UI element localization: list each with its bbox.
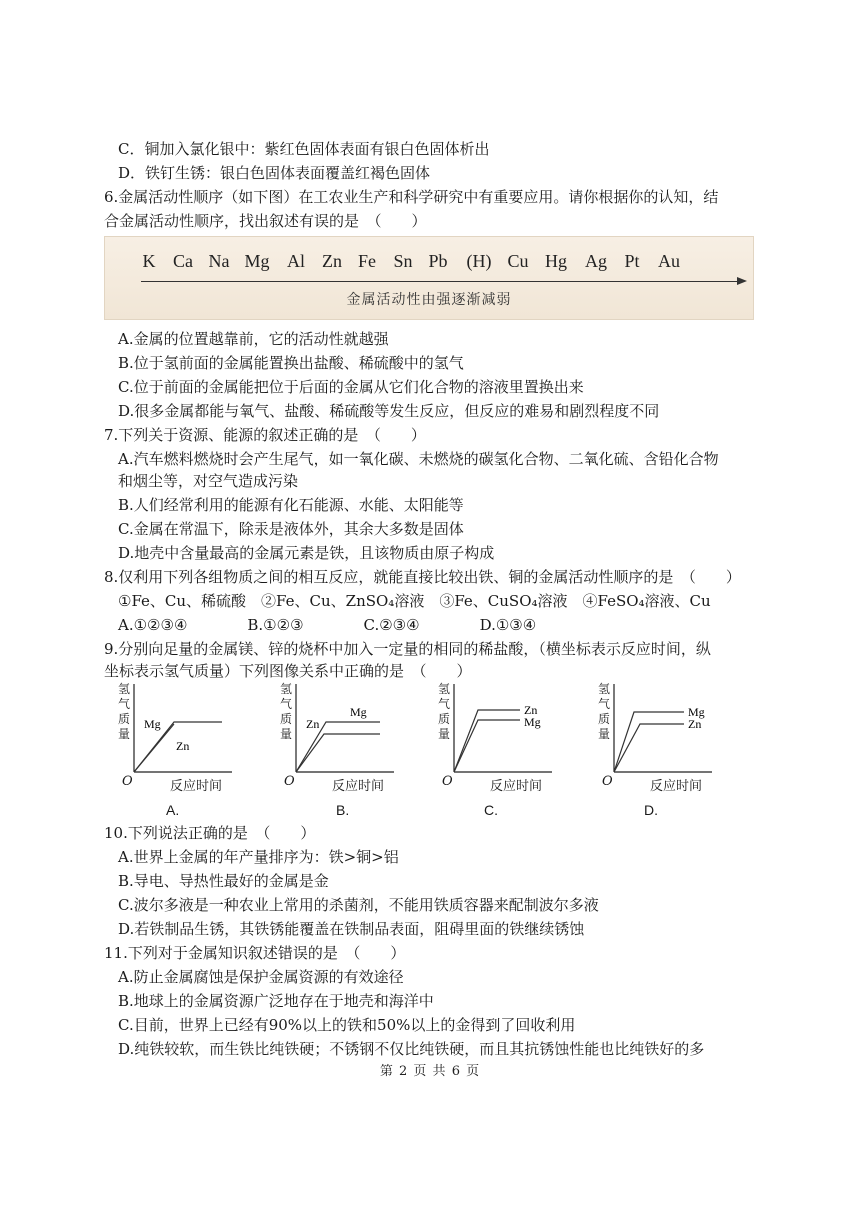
graph-b-option: B. (336, 802, 350, 818)
graph-a-mg-label: Mg (144, 717, 161, 731)
q6-option-d: D.很多金属都能与氧气、盐酸、稀硫酸等发生反应，但反应的难易和剧烈程度不同 (118, 402, 660, 420)
q8-stem: 8.仅利用下列各组物质之间的相互反应，就能直接比较出铁、铜的金属活动性顺序的是 （ ） (104, 568, 741, 586)
q11-option-d: D.纯铁较软，而生铁比纯铁硬；不锈钢不仅比纯铁硬，而且其抗锈蚀性能也比纯铁好的多 (118, 1040, 705, 1058)
q7-stem: 7.下列关于资源、能源的叙述正确的是 （ ） (104, 426, 426, 444)
q9-graphs (110, 676, 760, 826)
metal-na: Na (208, 251, 230, 271)
graph-a (110, 676, 255, 826)
metal-pt: Pt (624, 251, 640, 271)
metal-ag: Ag (585, 251, 607, 271)
q5-option-c: C．铜加入氯化银中：紫红色固体表面有银白色固体析出 (118, 140, 490, 158)
metal-au: Au (658, 251, 680, 271)
metal-activity-series (105, 251, 753, 275)
graph-a-zn-label: Zn (176, 739, 190, 753)
metal-al: Al (287, 251, 305, 271)
graph-b-ylabel: 氢气质量 (280, 682, 293, 741)
q9-stem-line1: 9.分别向足量的金属镁、锌的烧杯中加入一定量的相同的稀盐酸，（横坐标表示反应时间，纵 (104, 640, 711, 658)
graph-d-option: D. (644, 802, 658, 818)
graph-a-option: A. (166, 802, 180, 818)
graph-a-zn-curve (134, 724, 174, 772)
metal-k: K (142, 251, 156, 271)
q10-option-c: C.波尔多液是一种农业上常用的杀菌剂，不能用铁质容器来配制波尔多液 (118, 896, 599, 914)
graph-b-xlabel: 反应时间 (332, 779, 385, 794)
metal-cu: Cu (507, 251, 529, 271)
graph-a-xlabel: 反应时间 (170, 779, 223, 794)
q6-option-a: A.金属的位置越靠前，它的活动性就越强 (118, 330, 389, 348)
q8-answers: A.①②③④ B.①②③ C.②③④ D.①③④ (118, 616, 537, 634)
q6-stem-line1: 6.金属活动性顺序（如下图）在工农业生产和科学研究中有重要应用。请你根据你的认知，结 (104, 188, 719, 206)
metal-pb: Pb (428, 251, 448, 271)
q10-option-b: B.导电、导热性最好的金属是金 (118, 872, 329, 890)
graph-c-origin: O (442, 774, 453, 789)
q11-option-a: A.防止金属腐蚀是保护金属资源的有效途径 (118, 968, 404, 986)
q11-option-c: C.目前，世界上已经有90%以上的铁和50%以上的金得到了回收利用 (118, 1016, 576, 1034)
metal-activity-series-figure (104, 236, 754, 320)
q11-stem: 11.下列对于金属知识叙述错误的是 （ ） (104, 944, 406, 962)
graph-d-zn-curve (614, 724, 684, 772)
graph-b-origin: O (284, 774, 295, 789)
graph-d-ylabel: 氢气质量 (598, 682, 611, 741)
graph-c (430, 676, 575, 826)
metal-sn: Sn (393, 251, 413, 271)
q9-stem-line2: 坐标表示氢气质量）下列图像关系中正确的是 （ ） (104, 662, 472, 680)
q6-option-c: C.位于前面的金属能把位于后面的金属从它们化合物的溶液里置换出来 (118, 378, 584, 396)
metal-hg: Hg (545, 251, 567, 271)
metal-zn: Zn (322, 251, 342, 271)
q7-option-a-line2: 和烟尘等，对空气造成污染 (118, 472, 299, 490)
graph-c-mg-label: Mg (524, 715, 541, 729)
metal-fe: Fe (358, 251, 376, 271)
metal-mg: Mg (244, 251, 270, 271)
graph-c-zn-curve (454, 710, 520, 772)
q7-option-b: B.人们经常利用的能源有化石能源、水能、太阳能等 (118, 496, 464, 514)
graph-a-ylabel: 氢气质量 (118, 682, 131, 741)
q6-option-b: B.位于氢前面的金属能置换出盐酸、稀硫酸中的氢气 (118, 354, 464, 372)
graph-c-ylabel: 氢气质量 (438, 682, 451, 741)
q7-option-a-line1: A.汽车燃料燃烧时会产生尾气，如一氧化碳、未燃烧的碳氢化合物、二氧化硫、含铅化合物 (118, 450, 719, 468)
q7-option-d: D.地壳中含量最高的金属元素是铁，且该物质由原子构成 (118, 544, 495, 562)
graph-b-mg-label: Mg (350, 705, 367, 719)
metal-h: (H) (466, 251, 492, 271)
graph-d-xlabel: 反应时间 (650, 779, 703, 794)
q10-stem: 10.下列说法正确的是 （ ） (104, 824, 316, 842)
graph-d (590, 676, 735, 826)
graph-c-xlabel: 反应时间 (490, 779, 543, 794)
q11-option-b: B.地球上的金属资源广泛地存在于地壳和海洋中 (118, 992, 434, 1010)
q6-stem-line2: 合金属活动性顺序，找出叙述有误的是 （ ） (104, 212, 427, 230)
q10-option-d: D.若铁制品生锈，其铁锈能覆盖在铁制品表面，阻碍里面的铁继续锈蚀 (118, 920, 585, 938)
metal-ca: Ca (173, 251, 193, 271)
arrow-right-icon (737, 277, 747, 285)
graph-c-zn-label: Zn (524, 703, 538, 717)
q10-option-a: A.世界上金属的年产量排序为：铁>铜>铝 (118, 848, 399, 866)
graph-d-origin: O (602, 774, 613, 789)
graph-b-zn-curve (296, 734, 380, 772)
graph-d-mg-label: Mg (688, 705, 705, 719)
graph-b (272, 676, 417, 826)
activity-caption: 金属活动性由强逐渐减弱 (346, 292, 512, 308)
graph-a-origin: O (122, 774, 133, 789)
graph-b-zn-label: Zn (306, 717, 320, 731)
q5-option-d: D．铁钉生锈：银白色固体表面覆盖红褐色固体 (118, 164, 431, 182)
page-footer: 第 2 页 共 6 页 (379, 1064, 481, 1079)
graph-d-mg-curve (614, 712, 684, 772)
arrow-line (141, 281, 739, 282)
q7-option-c: C.金属在常温下，除汞是液体外，其余大多数是固体 (118, 520, 464, 538)
q8-groups: ①Fe、Cu、稀硫酸 ②Fe、Cu、ZnSO₄溶液 ③Fe、CuSO₄溶液 ④FeSO₄溶液、Cu (118, 592, 711, 610)
graph-c-option: C. (484, 802, 498, 818)
graph-d-zn-label: Zn (688, 717, 702, 731)
